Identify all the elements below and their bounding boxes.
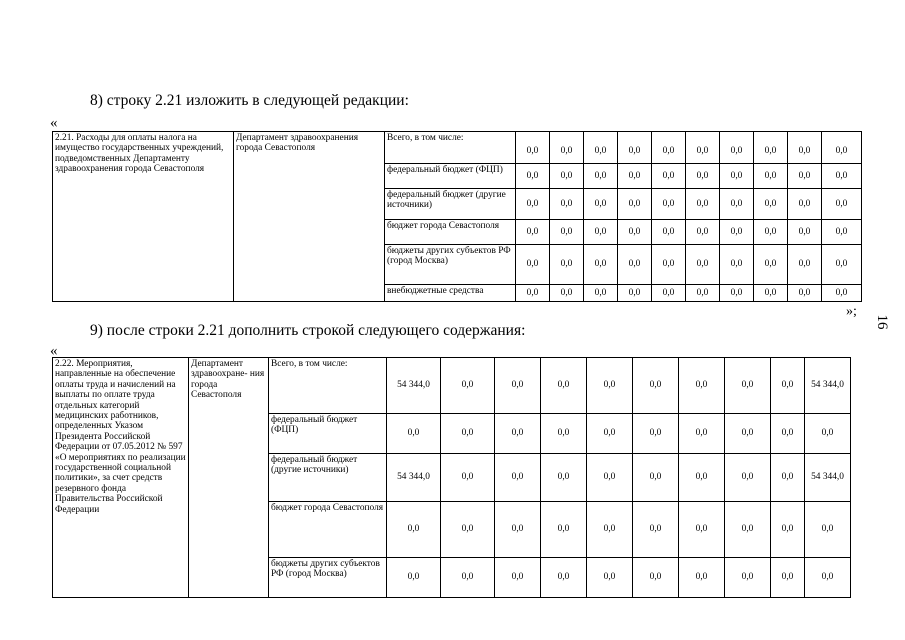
value-cell: 0,0: [618, 245, 652, 285]
table-row: [53, 358, 851, 414]
value-cell: 0,0: [822, 245, 862, 285]
value-cell: 0,0: [788, 132, 822, 164]
value-cell: 0,0: [541, 454, 587, 502]
funding-source-cell: бюджет города Севастополя: [269, 502, 387, 558]
value-cell: 0,0: [725, 358, 771, 414]
value-cell: 0,0: [516, 285, 550, 302]
table-row-2-21: [52, 131, 862, 302]
funding-source-cell: Всего, в том числе:: [269, 358, 387, 414]
quote-open-2: «: [50, 343, 58, 359]
value-cell: 0,0: [495, 454, 541, 502]
value-cell: 0,0: [788, 189, 822, 220]
value-cell: 0,0: [441, 414, 495, 454]
funding-source-cell: федеральный бюджет (ФЦП): [269, 414, 387, 454]
value-cell: 0,0: [754, 245, 788, 285]
value-cell: 0,0: [725, 502, 771, 558]
value-cell: 0,0: [771, 414, 805, 454]
value-cell: 0,0: [516, 189, 550, 220]
value-cell: 0,0: [441, 358, 495, 414]
quote-open-1: «: [50, 115, 58, 131]
value-cell: 0,0: [541, 414, 587, 454]
value-cell: 0,0: [822, 132, 862, 164]
value-cell: 0,0: [652, 245, 686, 285]
value-cell: 0,0: [495, 358, 541, 414]
value-cell: 0,0: [679, 502, 725, 558]
table-row: [53, 132, 862, 164]
value-cell: 0,0: [550, 245, 584, 285]
value-cell: 0,0: [720, 132, 754, 164]
value-cell: 0,0: [686, 220, 720, 245]
value-cell: 0,0: [754, 189, 788, 220]
value-cell: 0,0: [720, 220, 754, 245]
value-cell: 54 344,0: [805, 358, 851, 414]
value-cell: 0,0: [754, 285, 788, 302]
value-cell: 0,0: [720, 164, 754, 189]
value-cell: 0,0: [584, 189, 618, 220]
department-cell: Департамент здравоохране- ния города Севастополя: [189, 358, 269, 598]
value-cell: 0,0: [495, 414, 541, 454]
value-cell: 0,0: [822, 164, 862, 189]
value-cell: 0,0: [686, 164, 720, 189]
value-cell: 0,0: [822, 189, 862, 220]
value-cell: 0,0: [822, 285, 862, 302]
value-cell: 0,0: [805, 414, 851, 454]
measure-name-cell: 2.22. Мероприятия, направленные на обеспечение оплаты труда и начислений на выплаты по оплате труда отдельных категорий медицинских работников, определенных Указом Президента Российской Федерации от 07.05.2012 № 597 «О мероприятиях по реализации государственной социальной политики», за счет средств резервного фонда Правительства Российской Федерации: [53, 358, 189, 598]
funding-source-cell: бюджеты других субъектов РФ (город Москва): [269, 558, 387, 598]
value-cell: 0,0: [541, 358, 587, 414]
value-cell: 0,0: [652, 132, 686, 164]
value-cell: 0,0: [725, 414, 771, 454]
value-cell: 0,0: [618, 285, 652, 302]
value-cell: 0,0: [633, 454, 679, 502]
quote-close: »;: [846, 304, 857, 319]
value-cell: 54 344,0: [387, 358, 441, 414]
value-cell: 0,0: [550, 220, 584, 245]
measure-name-cell: 2.21. Расходы для оплаты налога на имущество государственных учреждений, подведомственных Департаменту здравоохранения города Севастополя: [53, 132, 234, 302]
value-cell: 0,0: [720, 245, 754, 285]
value-cell: 0,0: [679, 454, 725, 502]
value-cell: 54 344,0: [387, 454, 441, 502]
value-cell: 0,0: [652, 164, 686, 189]
value-cell: 0,0: [587, 358, 633, 414]
value-cell: 0,0: [720, 285, 754, 302]
value-cell: 0,0: [618, 164, 652, 189]
page-number: 16: [874, 314, 890, 330]
heading-item-9: 9) после строки 2.21 дополнить строкой следующего содержания:: [90, 322, 526, 339]
value-cell: 0,0: [584, 245, 618, 285]
value-cell: 0,0: [788, 245, 822, 285]
value-cell: 0,0: [652, 285, 686, 302]
value-cell: 0,0: [771, 502, 805, 558]
value-cell: 0,0: [441, 558, 495, 598]
value-cell: 0,0: [516, 164, 550, 189]
value-cell: 0,0: [771, 358, 805, 414]
value-cell: 0,0: [584, 285, 618, 302]
value-cell: 0,0: [587, 558, 633, 598]
value-cell: 0,0: [771, 558, 805, 598]
value-cell: 0,0: [618, 189, 652, 220]
value-cell: 0,0: [587, 454, 633, 502]
value-cell: 0,0: [441, 454, 495, 502]
value-cell: 0,0: [633, 358, 679, 414]
value-cell: 0,0: [550, 189, 584, 220]
value-cell: 0,0: [541, 502, 587, 558]
value-cell: 0,0: [550, 164, 584, 189]
value-cell: 0,0: [587, 414, 633, 454]
funding-source-cell: федеральный бюджет (другие источники): [385, 189, 516, 220]
value-cell: 0,0: [618, 220, 652, 245]
value-cell: 0,0: [633, 502, 679, 558]
value-cell: 0,0: [725, 454, 771, 502]
value-cell: 0,0: [387, 558, 441, 598]
value-cell: 0,0: [516, 220, 550, 245]
value-cell: 0,0: [550, 285, 584, 302]
value-cell: 0,0: [679, 414, 725, 454]
value-cell: 0,0: [618, 132, 652, 164]
value-cell: 0,0: [652, 220, 686, 245]
value-cell: 0,0: [584, 220, 618, 245]
table-row-2-22: [52, 357, 851, 598]
department-cell: Департамент здравоохранения города Севастополя: [234, 132, 385, 302]
value-cell: 0,0: [788, 285, 822, 302]
funding-source-cell: бюджет города Севастополя: [385, 220, 516, 245]
value-cell: 0,0: [720, 189, 754, 220]
funding-source-cell: федеральный бюджет (другие источники): [269, 454, 387, 502]
value-cell: 0,0: [679, 358, 725, 414]
value-cell: 0,0: [754, 164, 788, 189]
value-cell: 0,0: [587, 502, 633, 558]
value-cell: 0,0: [633, 414, 679, 454]
value-cell: 0,0: [771, 454, 805, 502]
value-cell: 0,0: [541, 558, 587, 598]
value-cell: 0,0: [516, 245, 550, 285]
value-cell: 0,0: [725, 558, 771, 598]
value-cell: 0,0: [387, 502, 441, 558]
funding-source-cell: бюджеты других субъектов РФ (город Москва): [385, 245, 516, 285]
funding-source-cell: федеральный бюджет (ФЦП): [385, 164, 516, 189]
value-cell: 0,0: [686, 285, 720, 302]
value-cell: 0,0: [686, 245, 720, 285]
value-cell: 0,0: [788, 164, 822, 189]
value-cell: 0,0: [788, 220, 822, 245]
value-cell: 0,0: [387, 414, 441, 454]
value-cell: 0,0: [805, 558, 851, 598]
value-cell: 0,0: [584, 164, 618, 189]
value-cell: 0,0: [495, 502, 541, 558]
value-cell: 0,0: [550, 132, 584, 164]
value-cell: 0,0: [495, 558, 541, 598]
funding-source-cell: Всего, в том числе:: [385, 132, 516, 164]
funding-source-cell: внебюджетные средства: [385, 285, 516, 302]
value-cell: 0,0: [686, 132, 720, 164]
value-cell: 0,0: [679, 558, 725, 598]
value-cell: 0,0: [805, 502, 851, 558]
value-cell: 0,0: [584, 132, 618, 164]
value-cell: 0,0: [633, 558, 679, 598]
value-cell: 0,0: [754, 220, 788, 245]
value-cell: 0,0: [652, 189, 686, 220]
value-cell: 0,0: [822, 220, 862, 245]
value-cell: 0,0: [441, 502, 495, 558]
value-cell: 0,0: [754, 132, 788, 164]
heading-item-8: 8) строку 2.21 изложить в следующей редакции:: [90, 92, 409, 109]
value-cell: 0,0: [516, 132, 550, 164]
value-cell: 0,0: [686, 189, 720, 220]
value-cell: 54 344,0: [805, 454, 851, 502]
